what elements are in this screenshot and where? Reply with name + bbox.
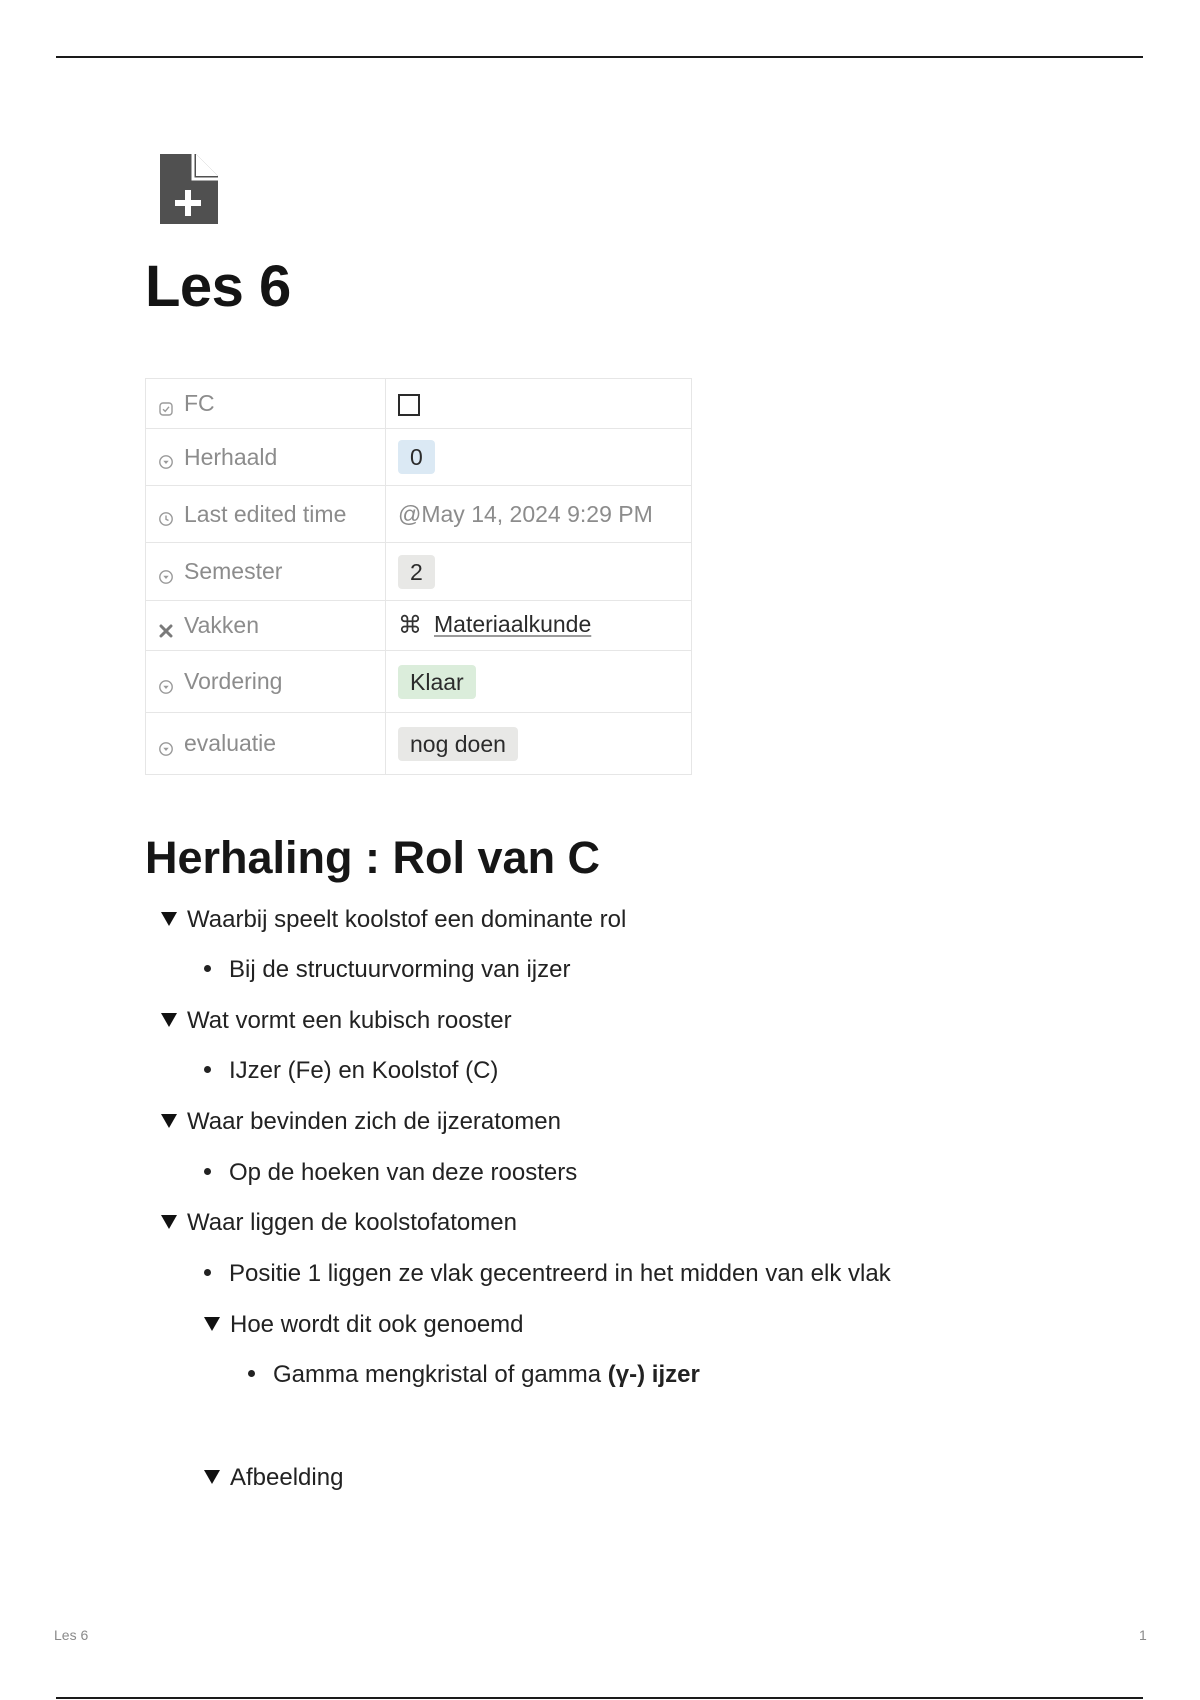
bullet-dot-icon <box>204 1168 211 1175</box>
toggle-triangle-icon[interactable] <box>161 912 177 926</box>
bullet-item <box>204 1158 577 1188</box>
property-row <box>146 543 692 601</box>
property-row <box>146 601 692 651</box>
relation-icon <box>158 623 174 639</box>
property-row <box>146 486 692 543</box>
toggle-item[interactable] <box>161 1208 517 1238</box>
bullet-dot-icon <box>204 1066 211 1073</box>
toggle-triangle-icon[interactable] <box>204 1317 220 1331</box>
outline-text: Hoe wordt dit ook genoemd <box>230 1311 524 1338</box>
select-icon <box>158 679 174 695</box>
toggle-triangle-icon[interactable] <box>204 1470 220 1484</box>
outline-text: Afbeelding <box>230 1464 344 1491</box>
clock-icon <box>158 511 174 527</box>
toggle-item[interactable] <box>161 1107 561 1137</box>
property-name: Semester <box>184 558 283 584</box>
command-icon: ⌘ <box>398 612 422 640</box>
select-icon <box>158 569 174 585</box>
property-name: evaluatie <box>184 730 277 756</box>
property-name: Herhaald <box>184 443 278 470</box>
outline-text: Positie 1 liggen ze vlak gecentreerd in het midden van elk vlak <box>229 1260 891 1287</box>
properties-table <box>145 378 692 775</box>
property-value-cell[interactable] <box>386 379 692 429</box>
property-tag[interactable]: 2 <box>398 555 435 589</box>
outline-text: Gamma mengkristal of gamma <box>273 1361 608 1388</box>
top-rule <box>56 56 1143 58</box>
toggle-triangle-icon[interactable] <box>161 1013 177 1027</box>
footer-page-number: 1 <box>1139 1627 1147 1643</box>
property-value-cell[interactable] <box>386 601 692 651</box>
bullet-item <box>204 955 570 985</box>
property-row <box>146 651 692 713</box>
property-tag[interactable]: Klaar <box>398 665 476 699</box>
bullet-item <box>204 1056 498 1086</box>
fc-checkbox[interactable] <box>398 394 420 416</box>
outline-text: Waarbij speelt koolstof een dominante rol <box>187 906 627 933</box>
property-name: Last edited time <box>184 500 347 527</box>
property-value-cell[interactable] <box>386 713 692 775</box>
property-name-cell <box>146 543 386 601</box>
outline-text: Waar bevinden zich de ijzeratomen <box>187 1108 561 1135</box>
outline-text: IJzer (Fe) en Koolstof (C) <box>229 1057 499 1084</box>
bullet-dot-icon <box>204 1269 211 1276</box>
bullet-item <box>248 1360 700 1390</box>
outline-text: Bij de structuurvorming van ijzer <box>229 956 571 983</box>
property-value-cell[interactable] <box>386 651 692 713</box>
toggle-item[interactable] <box>161 1006 512 1036</box>
property-row <box>146 379 692 429</box>
bullet-dot-icon <box>204 965 211 972</box>
checkbox-icon <box>158 401 174 417</box>
bullet-dot-icon <box>248 1370 255 1377</box>
toggle-item[interactable] <box>204 1463 343 1493</box>
property-row <box>146 429 692 486</box>
last-edited-value: @May 14, 2024 9:29 PM <box>398 500 653 527</box>
outline-text: Op de hoeken van deze roosters <box>229 1159 578 1186</box>
property-row <box>146 713 692 775</box>
toggle-item[interactable] <box>204 1310 524 1340</box>
property-value-cell[interactable] <box>386 543 692 601</box>
property-value-cell[interactable] <box>386 486 692 543</box>
property-name-cell <box>146 486 386 543</box>
bullet-item <box>204 1259 891 1289</box>
section-heading: Herhaling : Rol van C <box>145 832 601 883</box>
footer-page-title: Les 6 <box>54 1627 89 1643</box>
select-icon <box>158 454 174 470</box>
toggle-triangle-icon[interactable] <box>161 1114 177 1128</box>
outline-text: Wat vormt een kubisch rooster <box>187 1007 512 1034</box>
property-tag[interactable]: nog doen <box>398 727 518 761</box>
outline-bold-text: (γ-) ijzer <box>607 1361 700 1388</box>
page-title: Les 6 <box>145 254 291 319</box>
toggle-item[interactable] <box>161 905 626 935</box>
property-name-cell <box>146 601 386 651</box>
relation-link[interactable]: Materiaalkunde <box>434 610 592 637</box>
property-name: FC <box>184 390 215 416</box>
bottom-rule <box>56 1697 1143 1699</box>
property-name-cell <box>146 379 386 429</box>
property-name-cell <box>146 651 386 713</box>
outline-text: Waar liggen de koolstofatomen <box>187 1209 517 1236</box>
property-value-cell[interactable] <box>386 429 692 486</box>
property-name: Vordering <box>184 668 283 694</box>
property-tag[interactable]: 0 <box>398 440 435 474</box>
select-icon <box>158 741 174 757</box>
page-add-icon <box>160 154 218 224</box>
property-name-cell <box>146 429 386 486</box>
toggle-triangle-icon[interactable] <box>161 1215 177 1229</box>
property-name-cell <box>146 713 386 775</box>
property-name: Vakken <box>184 612 260 638</box>
